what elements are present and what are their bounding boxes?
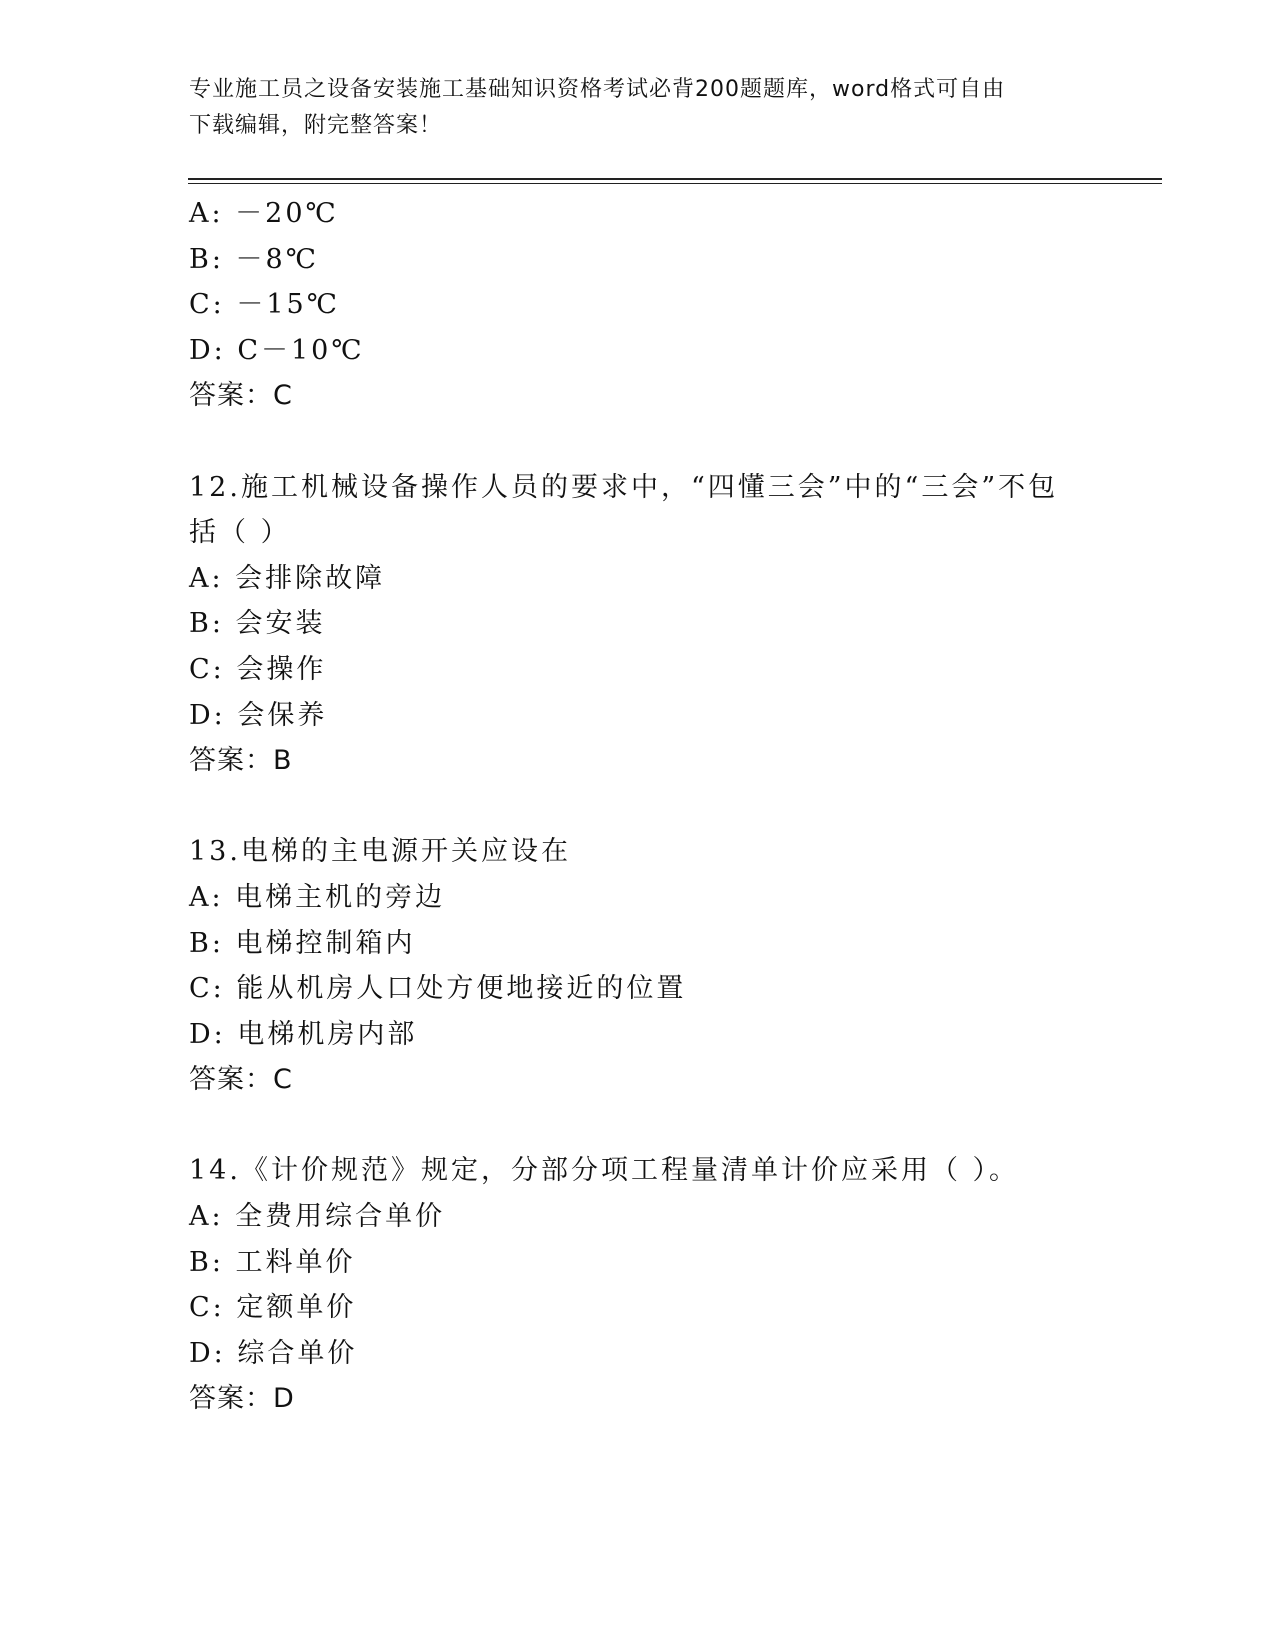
spacer: [189, 784, 1129, 830]
question-14: [189, 1148, 1129, 1422]
question-title: 12.施工机械设备操作人员的要求中，“四懂三会”中的“三会”不包: [189, 471, 1059, 503]
question-title: 13.电梯的主电源开关应设在: [189, 836, 571, 868]
option-c: C: 会操作: [189, 653, 327, 685]
option-b: B: －8℃: [189, 243, 319, 275]
option-d: D: 会保养: [189, 699, 328, 731]
option-c: C: 能从机房人口处方便地接近的位置: [189, 973, 687, 1005]
option-d: D: C－10℃: [189, 334, 365, 366]
header-divider: [188, 178, 1162, 184]
option-b: B: 电梯控制箱内: [189, 927, 416, 959]
spacer: [189, 1103, 1129, 1149]
question-list: [189, 191, 1129, 1422]
document-header: [189, 72, 1089, 144]
option-c: C: 定额单价: [189, 1292, 357, 1324]
answer: 答案：C: [189, 380, 293, 412]
option-a: A: 电梯主机的旁边: [189, 881, 446, 913]
option-b: B: 会安装: [189, 608, 326, 640]
option-b: B: 工料单价: [189, 1246, 356, 1278]
question-title-continued: 括（ ）: [189, 517, 291, 549]
option-a: A: －20℃: [189, 198, 339, 229]
option-a: A: 全费用综合单价: [189, 1201, 446, 1233]
question-13: [189, 829, 1129, 1103]
question-title: 14.《计价规范》规定，分部分项工程量清单计价应采用（ ）。: [189, 1155, 1020, 1187]
spacer: [189, 419, 1129, 465]
question-11: [189, 191, 1129, 419]
answer: 答案：B: [189, 745, 293, 777]
header-line-1: 专业施工员之设备安装施工基础知识资格考试必背200题题库，word格式可自由: [189, 77, 1006, 102]
header-line-2: 下载编辑，附完整答案！: [189, 113, 443, 138]
question-12: [189, 465, 1129, 784]
answer: 答案：C: [189, 1064, 293, 1096]
answer: 答案：D: [189, 1383, 295, 1415]
option-d: D: 电梯机房内部: [189, 1018, 418, 1050]
option-c: C: －15℃: [189, 289, 340, 321]
option-d: D: 综合单价: [189, 1337, 358, 1369]
option-a: A: 会排除故障: [189, 562, 386, 594]
